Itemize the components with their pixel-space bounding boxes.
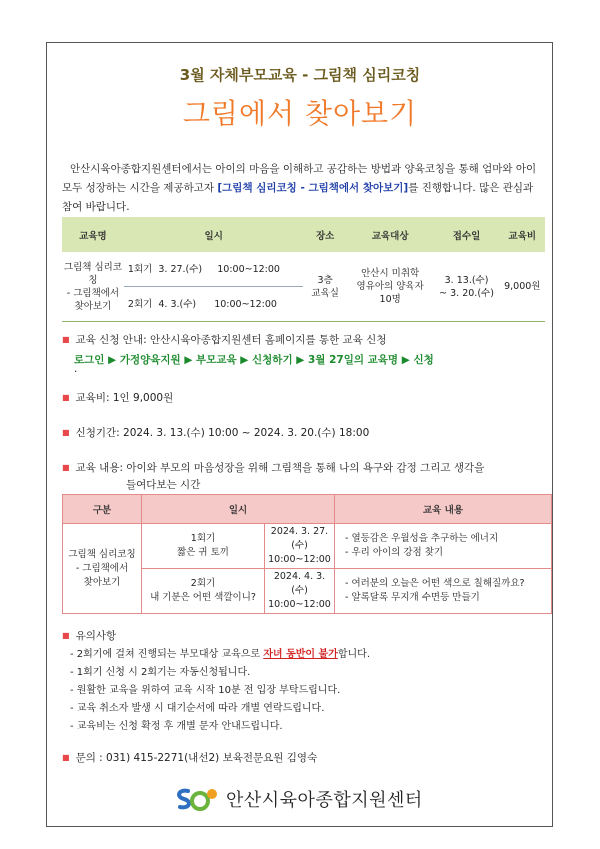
note-item: - 교육비는 신청 확정 후 개별 문자 안내드립니다.: [70, 721, 283, 732]
content-table: [62, 494, 552, 614]
apply-dot: ·: [74, 366, 78, 378]
center-logo-icon: [174, 785, 220, 813]
col-header-reception: 접수일: [434, 217, 500, 252]
intro-paragraph: [62, 160, 544, 217]
target-line: 10명: [379, 294, 401, 305]
period-text: 신청기간: 2024. 3. 13.(수) 10:00 ~ 2024. 3. 20.(수) 18:00: [75, 427, 370, 439]
session-date: 2024. 3. 27.(수): [270, 526, 329, 551]
col-header-datetime: 일시: [124, 217, 304, 252]
page-subtitle: 3월 자체부모교육 - 그림책 심리코칭: [179, 66, 421, 84]
content-item: - 알록달록 무지개 수면등 만들기: [345, 592, 480, 603]
fee-cell: 9,000원: [500, 252, 545, 322]
intro-text-1: 안산시육아종합지원센터에서는 아이의 마음을 이해하고 공감하는 방법과 양육코칭을 통해 엄마와 아이 모두 성장하는 시간을 제공하고자: [62, 163, 537, 194]
square-bullet-icon: ■: [62, 753, 70, 762]
book-title: 짧은 귀 토끼: [177, 547, 229, 558]
square-bullet-icon: ■: [62, 631, 70, 640]
course-name-line: 그림책 심리코칭: [63, 261, 122, 286]
session-time: 10:00~12:00: [268, 599, 331, 610]
center-name: 안산시육아종합지원센터: [226, 790, 423, 811]
note-emphasis: 자녀 동반이 불가: [263, 649, 338, 660]
note-item: [70, 646, 370, 664]
target-line: 영유아의 양육자: [356, 281, 424, 292]
col-header-fee: 교육비: [500, 217, 545, 252]
session-cell: [142, 569, 265, 614]
notes-title: [62, 628, 116, 643]
notes-title-text: 유의사항: [75, 630, 117, 642]
session-cell: [142, 524, 265, 569]
course-name-line: 그림책 심리코칭: [68, 548, 136, 560]
place-line: 교육실: [311, 287, 339, 299]
target-cell: [347, 252, 434, 322]
course-name-line: - 그림책에서: [66, 287, 120, 299]
note-text: - 2회기에 걸쳐 진행되는 부모대상 교육으로: [70, 649, 264, 660]
page-title: 그림에서 찾아보기: [182, 97, 418, 130]
reception-line: ~ 3. 20.(수): [439, 287, 494, 299]
session-label: 1회기: [190, 533, 216, 544]
content-item: - 여러분의 오늘은 어떤 색으로 칠해질까요?: [345, 578, 525, 589]
note-text: 합니다.: [337, 649, 371, 660]
content-item: - 열등감은 우월성을 추구하는 에너지: [345, 533, 499, 544]
schedule-table-header: [62, 217, 545, 252]
course-name-line: 찾아보기: [74, 300, 112, 312]
intro-highlight: [그림책 심리코칭 - 그림책에서 찾아보기]: [217, 182, 409, 194]
course-name-line: 찾아보기: [83, 576, 121, 588]
square-bullet-icon: ■: [62, 393, 70, 402]
content-table-header: [63, 495, 552, 524]
square-bullet-icon: ■: [62, 463, 70, 472]
reception-line: 3. 13.(수): [444, 274, 489, 286]
content-cell: [335, 524, 552, 569]
content-cell: [335, 569, 552, 614]
notes-list: [70, 646, 370, 736]
note-item: - 1회기 신청 시 2회기는 자동신청됩니다.: [70, 667, 251, 678]
col-header-target: 교육대상: [347, 217, 434, 252]
book-title: 내 기분은 어떤 색깔이니?: [150, 592, 256, 603]
contact-text: 문의 : 031) 415-2271(내선2) 보육전문요원 김영숙: [75, 752, 318, 764]
apply-label: 교육 신청 안내: 안산시육아종합지원센터 홈페이지를 통한 교육 신청: [75, 334, 387, 346]
col-header-datetime: 일시: [142, 495, 335, 524]
col-header-category: 구분: [63, 495, 142, 524]
session-date: 2024. 4. 3.(수): [273, 571, 326, 596]
session-1-cell: 1회기 3. 27.(수) 10:00~12:00: [127, 263, 280, 275]
fee-text: 교육비: 1인 9,000원: [75, 392, 174, 404]
content-item: - 우리 아이의 강점 찾기: [345, 547, 444, 558]
note-item: - 교육 취소자 발생 시 대기순서에 따라 개별 연락드립니다.: [70, 703, 325, 714]
period-info: [62, 425, 369, 440]
col-header-content: 교육 내용: [335, 495, 552, 524]
table-row: [63, 524, 552, 569]
course-name-cell: [62, 252, 124, 322]
contact-info: [62, 750, 317, 765]
target-line: 안산시 미취학: [361, 268, 420, 279]
place-cell: [303, 252, 346, 322]
intro-text-2: 를 진행합니다. 많은 관심과 참여 바랍니다.: [62, 182, 534, 213]
note-item: - 원활한 교육을 위하여 교육 시작 10분 전 입장 부탁드립니다.: [70, 685, 341, 696]
col-header-name: 교육명: [62, 217, 124, 252]
date-cell: [265, 569, 335, 614]
session-label: 2회기: [190, 578, 216, 589]
schedule-table: [62, 217, 545, 322]
square-bullet-icon: ■: [62, 335, 70, 344]
course-name-cell: [63, 524, 142, 614]
course-name-line: - 그림책에서: [75, 562, 129, 574]
center-logo: [174, 785, 423, 813]
content-info: [62, 460, 484, 475]
reception-cell: [434, 252, 500, 322]
fee-info: [62, 390, 173, 405]
col-header-place: 장소: [303, 217, 346, 252]
content-text-1: 교육 내용: 아이와 부모의 마음성장을 위해 그림책을 통해 나의 욕구와 감정 그리고 생각을: [75, 462, 485, 474]
apply-steps: 로그인 ▶ 가정양육지원 ▶ 부모교육 ▶ 신청하기 ▶ 3월 27일의 교육명 ▶ 신청: [74, 354, 434, 366]
session-time: 10:00~12:00: [268, 554, 331, 565]
square-bullet-icon: ■: [62, 428, 70, 437]
date-cell: [265, 524, 335, 569]
table-row: [62, 252, 545, 287]
apply-info: [62, 332, 386, 347]
session-2-cell: 2회기 4. 3.(수) 10:00~12:00: [124, 287, 304, 322]
place-line: 3층: [317, 274, 333, 286]
content-text-2: 들여다보는 시간: [126, 479, 201, 491]
